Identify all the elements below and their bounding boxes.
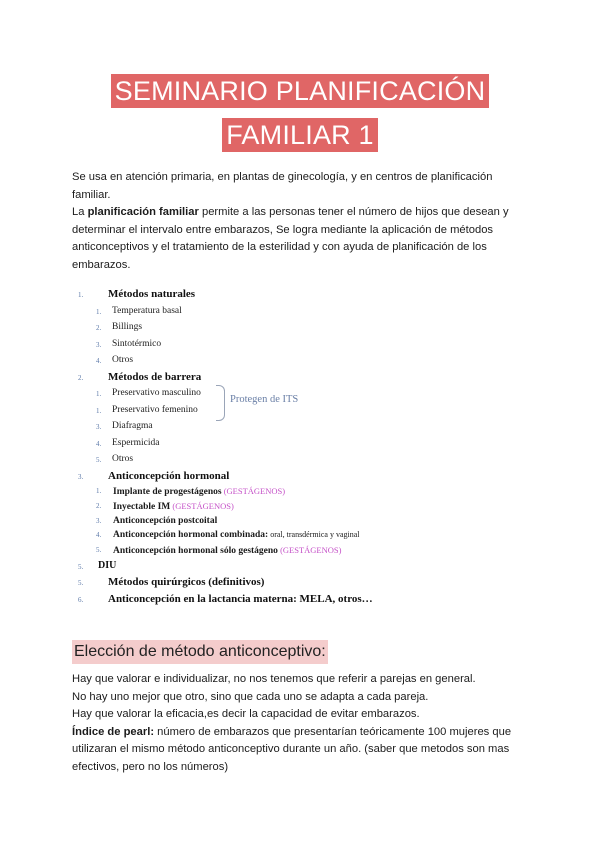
method-group-heading: Métodos de barrera xyxy=(108,370,202,383)
pearl-index-text: número de embarazos que presentarían teóricamente 100 mujeres que utilizaran el mismo método anticonceptivo durante un año. (saber que metodos son mas efectivos, pero no los números) xyxy=(72,725,512,773)
list-item xyxy=(78,451,498,468)
list-number: 1. xyxy=(78,291,84,299)
list-number: 4. xyxy=(96,439,102,448)
list-number: 3. xyxy=(96,516,102,525)
list-item xyxy=(78,336,498,353)
hormonal-item-text: Anticoncepción postcoital xyxy=(113,515,218,526)
list-number: 4. xyxy=(96,357,102,365)
list-number: 3. xyxy=(96,423,102,431)
section-line-2: No hay uno mejor que otro, sino que cada uno se adapta a cada pareja. xyxy=(72,690,429,703)
section-line-3: Hay que valorar la eficacia,es decir la capacidad de evitar embarazos. xyxy=(72,708,420,720)
section-line-1: Hay que valorar e individualizar, no nos tenemos que referir a parejas en general. xyxy=(72,673,476,685)
list-item-label: Preservativo masculino xyxy=(112,388,201,398)
list-item xyxy=(78,435,498,452)
method-group-heading: Anticoncepción hormonal xyxy=(108,469,230,482)
intro-p2-prefix: La xyxy=(72,206,88,218)
list-item xyxy=(78,574,498,591)
list-item xyxy=(78,484,498,499)
list-item-label: Sintotérmico xyxy=(112,338,162,349)
list-item xyxy=(78,591,498,608)
list-number: 5. xyxy=(96,456,102,464)
page-title xyxy=(0,74,600,152)
section-body xyxy=(72,671,532,776)
list-number: 2. xyxy=(96,324,102,332)
gestagenos-tag: (GESTÁGENOS) xyxy=(170,500,234,511)
list-item-label: Diafragma xyxy=(112,421,153,431)
list-number: 1. xyxy=(96,390,102,398)
list-item-label: Billings xyxy=(112,322,143,332)
list-item xyxy=(78,528,498,543)
pearl-index-label: Índice de pearl: xyxy=(72,725,155,738)
list-item xyxy=(78,514,498,529)
brace-bracket xyxy=(216,385,225,421)
list-item xyxy=(78,303,498,320)
methods-list xyxy=(78,286,498,607)
intro-paragraph-2 xyxy=(72,204,532,274)
intro-paragraph-1: Se usa en atención primaria, en plantas de ginecología, y en centros de planificación familiar. xyxy=(72,171,493,201)
hormonal-item-text: Anticoncepción hormonal combinada: xyxy=(113,530,269,541)
hormonal-item-text: Inyectable IM xyxy=(113,501,171,512)
section-line-4 xyxy=(72,724,532,777)
list-number: 3. xyxy=(96,340,102,349)
method-group-heading: Métodos naturales xyxy=(108,288,196,300)
list-item-label xyxy=(113,543,341,559)
gestagenos-tag: (GESTÁGENOS) xyxy=(221,486,286,496)
list-item-label: Preservativo femenino xyxy=(112,404,198,415)
list-number: 1. xyxy=(96,487,102,495)
list-item xyxy=(78,319,498,336)
list-item-label: Espermicida xyxy=(112,437,160,448)
title-line-1: SEMINARIO PLANIFICACIÓN xyxy=(111,74,490,108)
intro-p2-rest: permite a las personas tener el número de hijos que desean y determinar el intervalo entre embarazos, Se logra mediante la aplicación de métodos anticonceptivos y el tratamiento de la esterilidad y con ayuda de planificación de los embarazos. xyxy=(72,206,509,271)
brace-note: Protegen de ITS xyxy=(230,394,299,405)
list-number: 5. xyxy=(78,579,84,588)
hormonal-item-note: oral, transdérmica y vaginal xyxy=(268,530,360,540)
list-number: 2. xyxy=(78,373,84,382)
list-item-label xyxy=(113,484,285,500)
list-item-label xyxy=(113,499,234,515)
list-item xyxy=(78,286,498,303)
list-item-label xyxy=(113,528,359,543)
method-group-heading: DIU xyxy=(98,559,117,571)
list-item xyxy=(78,468,498,485)
list-number: 2. xyxy=(96,501,102,510)
list-number: 1. xyxy=(96,307,102,316)
title-line-2: FAMILIAR 1 xyxy=(222,118,378,152)
list-item xyxy=(78,418,498,435)
list-item-label xyxy=(113,514,217,529)
list-number: 5. xyxy=(96,546,102,555)
list-number: 4. xyxy=(96,531,102,540)
list-number: 5. xyxy=(78,562,84,571)
list-item xyxy=(78,499,498,514)
method-group-heading: Anticoncepción en la lactancia materna: MELA, otros… xyxy=(108,592,373,605)
method-group-heading: Métodos quirúrgicos (definitivos) xyxy=(108,576,265,589)
intro-p2-bold: planificación familiar xyxy=(87,206,199,218)
list-number: 1. xyxy=(96,406,102,415)
list-item xyxy=(78,369,498,386)
intro-text xyxy=(72,169,532,274)
section-heading: Elección de método anticonceptivo: xyxy=(72,640,328,664)
gestagenos-tag: (GESTÁGENOS) xyxy=(277,545,342,556)
list-item xyxy=(78,352,498,369)
list-number: 6. xyxy=(78,595,84,604)
list-number: 3. xyxy=(78,472,84,481)
list-item-label: Otros xyxy=(112,454,134,464)
list-item xyxy=(78,543,498,558)
hormonal-item-text: Anticoncepción hormonal sólo gestágeno xyxy=(113,546,278,557)
list-item xyxy=(78,558,498,575)
list-item-label: Otros xyxy=(112,355,134,365)
list-item-label: Temperatura basal xyxy=(112,305,182,316)
hormonal-item-text: Implante de progestágenos xyxy=(113,487,222,497)
